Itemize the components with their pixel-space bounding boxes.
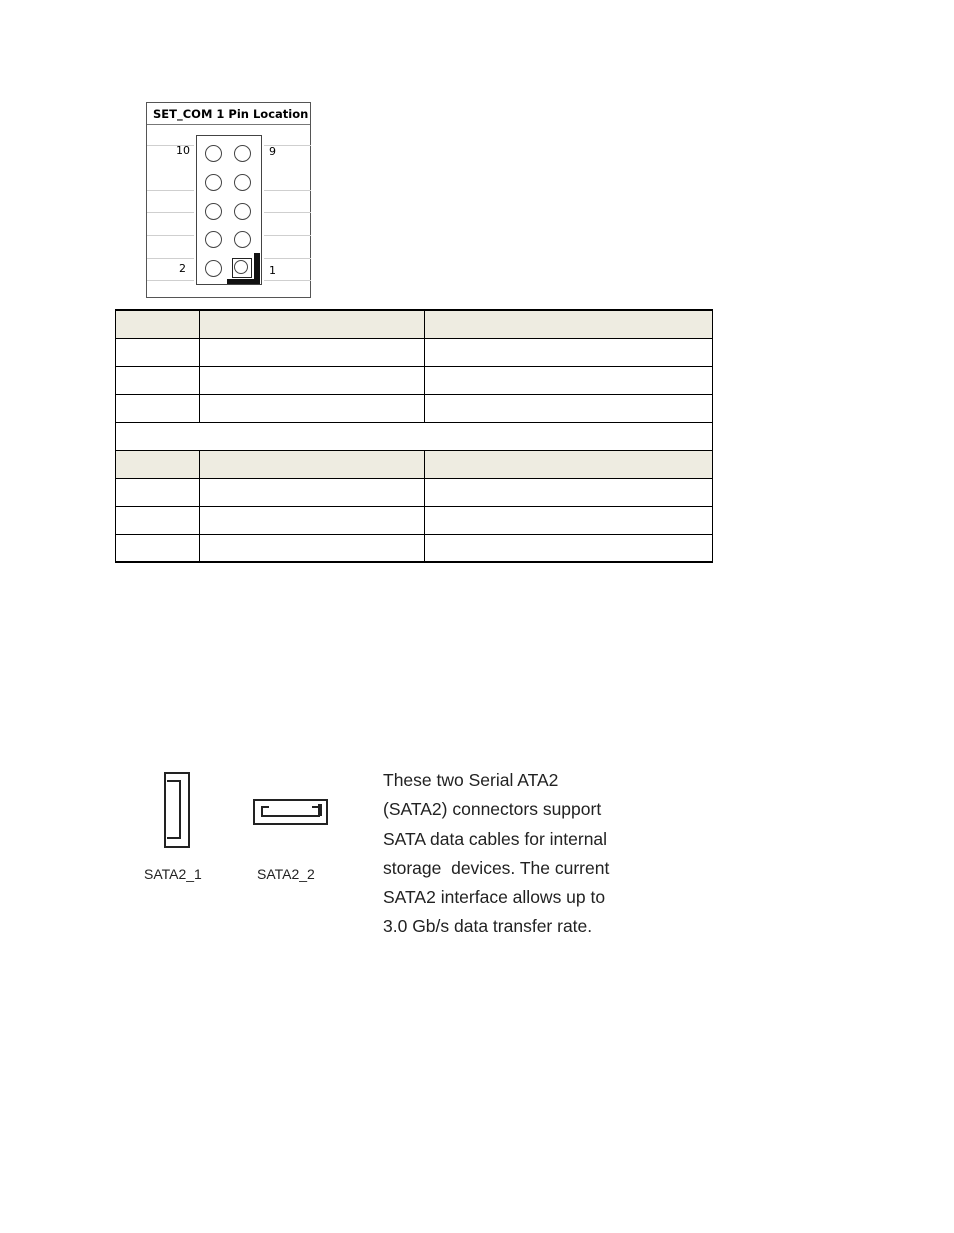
sata2-2-connector-icon (253, 799, 328, 825)
grid-line (147, 190, 194, 191)
pin1-marker-horizontal (227, 279, 260, 284)
table-row (116, 506, 713, 534)
description-line: SATA2 interface allows up to (383, 887, 606, 908)
grid-line (264, 190, 311, 191)
sata2-1-connector-icon (164, 772, 190, 848)
table-header-row (116, 310, 713, 338)
pin-label-1: 1 (269, 264, 276, 277)
pin-2 (205, 260, 222, 277)
sata2-1-label: SATA2_1 (144, 866, 202, 882)
grid-line (264, 235, 311, 236)
pin-location-diagram (146, 102, 311, 298)
pin-6 (205, 203, 222, 220)
pin-1-square (232, 258, 252, 278)
description-line: SATA data cables for internal (383, 828, 608, 849)
table-header-row (116, 450, 713, 478)
grid-line (264, 280, 311, 281)
grid-line (264, 258, 311, 259)
pin-header-body (196, 135, 262, 285)
description-line: storage devices. The current (383, 857, 610, 878)
grid-line (147, 212, 194, 213)
table-row (116, 534, 713, 562)
table-row (116, 366, 713, 394)
table-row (116, 478, 713, 506)
grid-line (147, 280, 194, 281)
description-line: These two Serial ATA2 (383, 770, 559, 790)
pin-7 (234, 174, 251, 191)
pin-8 (205, 174, 222, 191)
pin-assignment-table (115, 309, 713, 563)
pin-9 (234, 145, 251, 162)
sata2-2-label: SATA2_2 (257, 866, 315, 882)
table-row (116, 338, 713, 366)
pin-label-2: 2 (179, 262, 186, 275)
table-row (116, 394, 713, 422)
table-spanning-row (116, 422, 713, 450)
grid-line (147, 235, 194, 236)
description-line: 3.0 Gb/s data transfer rate. (383, 916, 593, 937)
grid-line (147, 258, 194, 259)
pin-label-9: 9 (269, 145, 276, 158)
description-line: (SATA2) connectors support (383, 799, 602, 820)
pin-5 (234, 203, 251, 220)
pin-4 (205, 231, 222, 248)
sata-description (383, 766, 683, 942)
grid-line (264, 212, 311, 213)
pin-10 (205, 145, 222, 162)
pin-diagram-title: SET_COM 1 Pin Location (147, 103, 310, 125)
pin-3 (234, 231, 251, 248)
pin-label-10: 10 (176, 144, 190, 157)
